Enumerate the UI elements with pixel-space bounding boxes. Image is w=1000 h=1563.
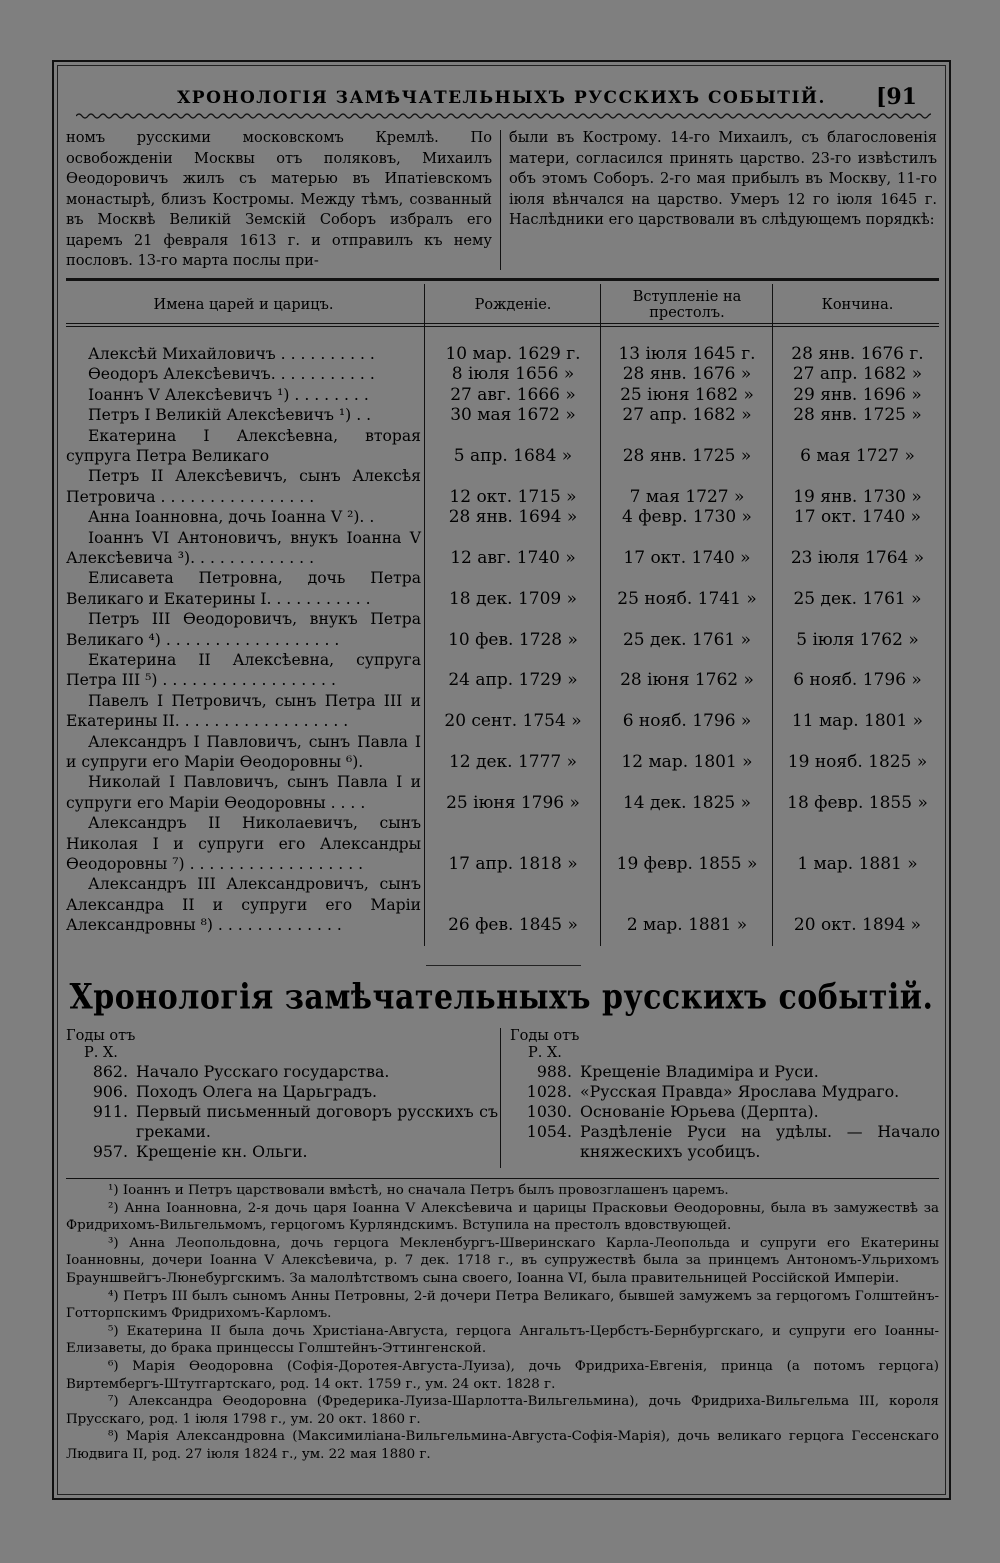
accession-date: 6 нояб. 1796 »	[622, 711, 752, 732]
ruler-name: Александръ II Николаевичъ, сынъ Николая I и супруги его Александры Ѳеодоровны ⁷) . . . . . . . . . . . . . . . . . .	[66, 814, 421, 873]
birth-date: 28 янв. 1694 »	[448, 507, 578, 528]
table-row	[66, 691, 939, 732]
ruler-name: Петръ II Алексѣевичъ, сынъ Алексѣя Петровича . . . . . . . . . . . . . . . .	[66, 467, 421, 506]
footnote-mark: ¹)	[108, 1183, 119, 1198]
death-date: 6 мая 1727 »	[800, 445, 915, 466]
death-date: 19 янв. 1730 »	[793, 486, 922, 507]
footnote	[66, 1288, 939, 1323]
chronology-event	[66, 1102, 498, 1142]
chronology-event	[510, 1122, 940, 1162]
footnote	[66, 1358, 939, 1393]
table-row	[66, 507, 939, 527]
footnote-text: Петръ III былъ сыномъ Анны Петровны, 2-й дочери Петра Великаго, бывшей замужемъ за герцогомъ Голштейнъ-Готторпскимъ Фридрихомъ-Карломъ.	[66, 1288, 939, 1322]
header-birth: Рожденіе.	[474, 297, 552, 313]
death-date: 1 мар. 1881 »	[797, 853, 918, 874]
event-year: 1054.	[526, 1122, 572, 1141]
footnote-mark: ⁷)	[108, 1394, 119, 1410]
table-row	[66, 609, 939, 650]
table-row	[66, 405, 939, 425]
footnote-text: Александра Ѳеодоровна (Фредерика-Луиза-Шарлотта-Вильгельмина), дочь Фридриха-Вильгельма III, короля Прусскаго, род. 1 іюля 1798 г., ум. 20 окт. 1860 г.	[66, 1394, 940, 1427]
death-date: 20 окт. 1894 »	[793, 915, 922, 936]
chronology-event	[66, 1142, 498, 1162]
header-death: Кончина.	[821, 297, 894, 313]
birth-date: 30 мая 1672 »	[450, 405, 576, 426]
accession-date: 25 нояб. 1741 »	[617, 588, 757, 609]
death-date: 25 дек. 1761 »	[793, 588, 922, 609]
footnote	[66, 1200, 939, 1235]
birth-date: 5 апр. 1684 »	[453, 445, 573, 466]
accession-date: 27 апр. 1682 »	[622, 405, 752, 426]
table-row	[66, 874, 939, 935]
death-date: 17 окт. 1740 »	[793, 507, 922, 528]
ruler-name: Іоаннъ VI Антоновичъ, внукъ Іоанна V Алексѣевича ³). . . . . . . . . . . . .	[66, 528, 421, 567]
accession-date: 28 іюня 1762 »	[620, 670, 754, 691]
event-year: 988.	[536, 1062, 572, 1081]
ruler-name: Петръ III Ѳеодоровичъ, внукъ Петра Великаго ⁴) . . . . . . . . . . . . . . . . . .	[66, 610, 421, 649]
footnote	[66, 1323, 939, 1358]
event-year: 1030.	[526, 1102, 572, 1121]
footnote-mark: ⁶)	[108, 1358, 119, 1374]
footnote-text: Екатерина II была дочь Христіана-Августа, герцога Ангальтъ-Цербстъ-Бернбургскаго, и супруги его Іоанны-Елизаветы, до брака принцессы Голштейнъ-Эттингенской.	[66, 1323, 939, 1357]
birth-date: 12 дек. 1777 »	[448, 751, 578, 772]
accession-date: 25 іюня 1682 »	[620, 384, 754, 405]
event-year: 862.	[92, 1062, 128, 1081]
footnote-rule	[66, 1178, 939, 1179]
accession-date: 28 янв. 1725 »	[622, 445, 752, 466]
death-date: 27 апр. 1682 »	[792, 364, 923, 385]
table-row	[66, 650, 939, 691]
accession-date: 4 февр. 1730 »	[622, 507, 752, 528]
table-row	[66, 426, 939, 467]
col-divider-3	[772, 284, 773, 946]
accession-date: 19 февр. 1855 »	[616, 853, 758, 874]
birth-date: 25 іюня 1796 »	[446, 792, 580, 813]
table-top-rule	[66, 278, 939, 281]
accession-date: 2 мар. 1881 »	[626, 915, 748, 936]
accession-date: 12 мар. 1801 »	[621, 751, 753, 772]
event-text: Крещеніе Владиміра и Руси.	[580, 1062, 819, 1081]
event-year: 911.	[92, 1102, 128, 1121]
ruler-name: Екатерина II Алексѣевна, супруга Петра III ⁵) . . . . . . . . . . . . . . . . . .	[66, 650, 421, 690]
running-head: ХРОНОЛОГІЯ ЗАМѢЧАТЕЛЬНЫХЪ РУССКИХЪ СОБЫТІЙ.	[177, 88, 826, 108]
death-date: 6 нояб. 1796 »	[793, 670, 922, 691]
birth-date: 10 фев. 1728 »	[448, 629, 578, 650]
ruler-name: Ѳеодоръ Алексѣевичъ. . . . . . . . . . .	[88, 365, 375, 384]
accession-date: 17 окт. 1740 »	[623, 547, 751, 568]
ruler-name: Іоаннъ V Алексѣевичъ ¹) . . . . . . . .	[88, 385, 369, 404]
accession-date: 14 дек. 1825 »	[622, 792, 752, 813]
intro-text-right: были въ Кострому. 14-го Михаилъ, съ благословенія матери, согласился принять царство. 23-го извѣстилъ объ этомъ Соборъ. 2-го мая прибылъ въ Москву, 11-го іюля вѣнчался на царство. Умеръ 12 го іюля 1645 г. Наслѣдники его царствовали въ слѣдующемъ порядкѣ:	[509, 129, 937, 228]
table-header	[66, 284, 939, 326]
birth-date: 24 апр. 1729 »	[448, 670, 578, 691]
event-text: Раздѣленіе Руси на удѣлы. — Начало княжескихъ усобицъ.	[580, 1122, 940, 1161]
ruler-name: Николай I Павловичъ, сынъ Павла I и супруги его Маріи Ѳеодоровны . . . .	[66, 773, 421, 812]
table-row	[66, 568, 939, 609]
wavy-rule	[76, 112, 931, 120]
chronology-event	[510, 1102, 940, 1122]
ruler-name: Алексѣй Михайловичъ . . . . . . . . . .	[88, 345, 375, 363]
table-row	[66, 772, 939, 813]
birth-date: 10 мар. 1629 г.	[445, 343, 581, 364]
event-text: Походъ Олега на Царьградъ.	[136, 1082, 378, 1101]
footnote-mark: ³)	[108, 1235, 119, 1251]
accession-date: 7 мая 1727 »	[629, 486, 745, 507]
years-header: Годы отъ Р. Х.	[66, 1028, 136, 1061]
accession-date: 28 янв. 1676 »	[622, 364, 752, 385]
birth-date: 27 авг. 1666 »	[450, 384, 576, 405]
death-date: 11 мар. 1801 »	[791, 711, 924, 732]
table-row	[66, 385, 939, 405]
ruler-name: Павелъ I Петровичъ, сынъ Петра III и Екатерины II. . . . . . . . . . . . . . . . . .	[66, 691, 421, 731]
death-date: 5 іюля 1762 »	[796, 629, 919, 650]
event-text: Начало Русскаго государства.	[136, 1062, 390, 1081]
birth-date: 8 іюля 1656 »	[451, 364, 575, 385]
ruler-name: Анна Іоанновна, дочь Іоанна V ²). .	[88, 508, 375, 527]
footnote	[66, 1428, 939, 1463]
footnote	[66, 1182, 939, 1200]
chronology-right	[510, 1028, 940, 1162]
table-row	[66, 466, 939, 507]
death-date: 19 нояб. 1825 »	[787, 751, 928, 772]
event-year: 957.	[92, 1142, 128, 1161]
footnote-text: Анна Леопольдовна, дочь герцога Мекленбургъ-Шверинскаго Карла-Леопольда и супруги его Екатерины Іоанновны, дочери Іоанна V Алексѣевича, р. 7 дек. 1718 г., въ супружествѣ была за принцемъ Антономъ-Ульрихомъ Брауншвейгъ-Люнебургскимъ. За малолѣтствомъ сына своего, Іоанна VI, была правительницей Россійской Имперіи.	[66, 1235, 939, 1286]
ruler-name: Петръ I Великій Алексѣевичъ ¹) . .	[88, 406, 372, 425]
death-date: 29 янв. 1696 »	[793, 384, 922, 405]
event-year: 906.	[92, 1082, 128, 1101]
event-text: «Русская Правда» Ярослава Мудраго.	[580, 1082, 900, 1101]
header-rule-1	[66, 323, 939, 324]
chronology-event	[510, 1082, 940, 1102]
col-divider-2	[600, 284, 601, 946]
event-year: 1028.	[526, 1082, 572, 1101]
birth-date: 12 окт. 1715 »	[449, 486, 577, 507]
rulers-table	[66, 344, 939, 936]
event-text: Основаніе Юрьева (Дерпта).	[580, 1102, 819, 1121]
chronology-title: Хронологія замѣчательныхъ русскихъ событій.	[69, 977, 934, 1018]
intro-divider	[500, 130, 501, 270]
death-date: 28 янв. 1725 »	[793, 405, 922, 426]
header-accession: Вступленіе на престолъ.	[632, 289, 742, 321]
table-row	[66, 813, 939, 874]
event-text: Первый письменный договоръ русскихъ съ греками.	[136, 1102, 498, 1141]
page-frame	[52, 60, 951, 1500]
footnote-text: Марія Ѳеодоровна (Софія-Доротея-Августа-Луиза), дочь Фридриха-Евгенія, принца (а потомъ герцога) Виртембергъ-Штутгартскаго, род. 14 окт. 1759 г., ум. 24 окт. 1828 г.	[66, 1358, 939, 1392]
death-date: 28 янв. 1676 г.	[791, 343, 924, 364]
chronology-event	[510, 1062, 940, 1082]
intro-text-left: номъ русскими московскомъ Кремлѣ. По освобожденіи Москвы отъ поляковъ, Михаилъ Ѳеодоровичъ жилъ съ матерью въ Ипатіевскомъ монастырѣ, близъ Костромы. Между тѣмъ, созванный въ Москвѣ Великій Земскій Соборъ избралъ его царемъ 21 февраля 1613 г. и отправилъ къ нему пословъ. 13-го марта послы при-	[66, 129, 492, 269]
header-rule-2	[66, 326, 939, 327]
ruler-name: Александръ I Павловичъ, сынъ Павла I и супруги его Маріи Ѳеодоровны ⁶).	[66, 732, 421, 771]
birth-date: 20 сент. 1754 »	[444, 711, 582, 732]
section-separator	[426, 965, 581, 966]
chronology-event	[66, 1062, 498, 1082]
chronology-event	[66, 1082, 498, 1102]
table-row	[66, 528, 939, 569]
chronology-divider	[500, 1028, 501, 1168]
footnote	[66, 1235, 939, 1288]
page-number: [91	[875, 84, 917, 110]
death-date: 23 іюля 1764 »	[790, 547, 925, 568]
footnote-mark: ⁸)	[108, 1429, 119, 1445]
event-text: Крещеніе кн. Ольги.	[136, 1142, 308, 1161]
birth-date: 12 авг. 1740 »	[450, 547, 576, 568]
footnote-text: Анна Іоанновна, 2-я дочь царя Іоанна V Алексѣевича и царицы Прасковьи Ѳеодоровны, была въ замужествѣ за Фридрихомъ-Вильгельмомъ, герцогомъ Курляндскимъ. Вступила на престолъ вдовствующей.	[66, 1200, 939, 1234]
ruler-name: Елисавета Петровна, дочь Петра Великаго и Екатерины I. . . . . . . . . . .	[66, 569, 421, 608]
ruler-name: Екатерина I Алексѣевна, вторая супруга Петра Великаго	[66, 426, 421, 465]
accession-date: 25 дек. 1761 »	[622, 629, 752, 650]
table-row	[66, 364, 939, 384]
footnote-mark: ⁴)	[108, 1288, 119, 1304]
table-row	[66, 344, 939, 364]
death-date: 18 февр. 1855 »	[787, 792, 928, 813]
birth-date: 18 дек. 1709 »	[448, 588, 578, 609]
chronology-left	[66, 1028, 498, 1162]
accession-date: 13 іюля 1645 г.	[618, 343, 756, 364]
table-row	[66, 732, 939, 773]
footnotes	[66, 1182, 939, 1464]
header-names: Имена царей и царицъ.	[153, 297, 334, 313]
birth-date: 17 апр. 1818 »	[448, 853, 578, 874]
footnote-mark: ²)	[108, 1200, 119, 1216]
birth-date: 26 фев. 1845 »	[448, 915, 578, 936]
footnote	[66, 1393, 939, 1428]
footnote-text: Марія Александровна (Максимиліана-Вильгельмина-Августа-Софія-Марія), дочь великаго герцога Гессенскаго Людвига II, род. 27 іюля 1824 г., ум. 22 мая 1880 г.	[66, 1429, 939, 1462]
years-header: Годы отъ Р. Х.	[510, 1028, 580, 1061]
col-divider-1	[424, 284, 425, 946]
footnote-text: Іоаннъ и Петръ царствовали вмѣстѣ, но сначала Петръ былъ провозглашенъ царемъ.	[122, 1183, 729, 1198]
footnote-mark: ⁵)	[108, 1323, 119, 1339]
ruler-name: Александръ III Александровичъ, сынъ Александра II и супруги его Маріи Александровны ⁸) . . . . . . . . . . . . .	[66, 875, 421, 935]
